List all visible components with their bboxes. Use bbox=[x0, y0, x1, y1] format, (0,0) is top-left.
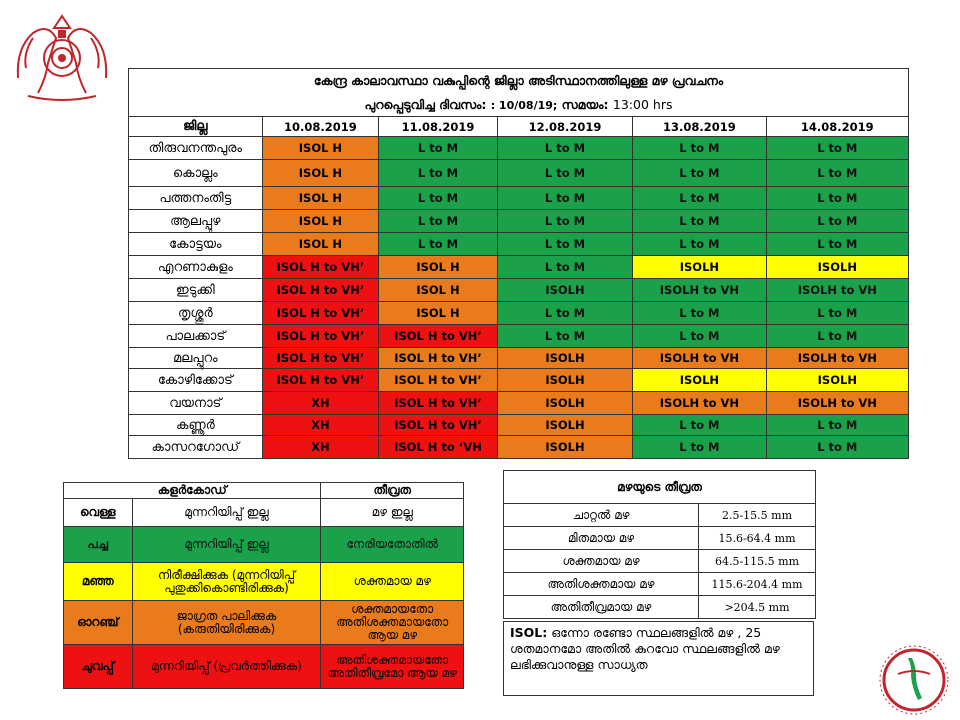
district-cell: ഇടുക്കി bbox=[129, 279, 263, 302]
legend-row bbox=[64, 563, 464, 601]
isol-term: ISOL: bbox=[510, 625, 548, 640]
forecast-cell: XH bbox=[262, 436, 379, 459]
forecast-cell: ISOL H to VH’ bbox=[379, 415, 498, 436]
forecast-cell: ISOL H bbox=[262, 187, 379, 210]
forecast-row bbox=[129, 348, 909, 369]
forecast-row bbox=[129, 187, 909, 210]
legend-intensity-header: തീവ്രത bbox=[321, 483, 464, 499]
forecast-cell: L to M bbox=[379, 160, 498, 187]
intensity-label: ചാറ്റൽ മഴ bbox=[504, 504, 699, 527]
forecast-cell: ISOLH to VH bbox=[633, 279, 766, 302]
legend-color-name: പച്ച bbox=[64, 527, 133, 563]
district-cell: കോട്ടയം bbox=[129, 233, 263, 256]
kerala-government-emblem-icon bbox=[8, 8, 116, 104]
district-header: ജില്ല bbox=[129, 117, 263, 137]
forecast-cell: ISOLH bbox=[497, 415, 632, 436]
forecast-row bbox=[129, 137, 909, 160]
intensity-row bbox=[504, 504, 816, 527]
forecast-cell: ISOL H to VH’ bbox=[379, 392, 498, 415]
intensity-range: 64.5-115.5 mm bbox=[699, 550, 816, 573]
forecast-cell: L to M bbox=[633, 137, 766, 160]
forecast-cell: ISOLH bbox=[497, 436, 632, 459]
legend-color-name: മഞ്ഞ bbox=[64, 563, 133, 601]
forecast-cell: ISOLH to VH bbox=[633, 392, 766, 415]
forecast-cell: ISOL H bbox=[262, 137, 379, 160]
issued-date: : 10/08/19; bbox=[490, 99, 558, 112]
forecast-cell: L to M bbox=[766, 137, 908, 160]
legend-meaning: നിരീക്ഷിക്കുക (മുന്നറിയിപ്പ് പുതുക്കികൊണ്ടിരിക്കുക) bbox=[132, 563, 321, 601]
forecast-cell: ISOLH bbox=[497, 392, 632, 415]
district-cell: വയനാട് bbox=[129, 392, 263, 415]
forecast-cell: ISOL H bbox=[379, 256, 498, 279]
legend-body bbox=[64, 499, 464, 689]
forecast-row bbox=[129, 160, 909, 187]
legend-header-row bbox=[64, 483, 464, 499]
forecast-row bbox=[129, 392, 909, 415]
forecast-cell: ISOL H to VH’ bbox=[262, 279, 379, 302]
forecast-cell: L to M bbox=[766, 160, 908, 187]
forecast-cell: ISOLH bbox=[497, 279, 632, 302]
forecast-cell: ISOL H to VH’ bbox=[262, 369, 379, 392]
forecast-table bbox=[128, 116, 909, 459]
forecast-cell: L to M bbox=[766, 187, 908, 210]
forecast-cell: L to M bbox=[497, 160, 632, 187]
forecast-cell: ISOLH to VH bbox=[766, 279, 908, 302]
intensity-row bbox=[504, 550, 816, 573]
forecast-cell: ISOLH bbox=[497, 369, 632, 392]
forecast-cell: ISOL H to VH’ bbox=[262, 325, 379, 348]
time-value: 13:00 hrs bbox=[612, 97, 673, 112]
forecast-title-box bbox=[128, 68, 909, 117]
issued-label: പുറപ്പെടുവിച്ച ദിവസം: bbox=[364, 97, 487, 112]
forecast-cell: XH bbox=[262, 392, 379, 415]
intensity-label: അതിതീവ്രമായ മഴ bbox=[504, 596, 699, 619]
forecast-cell: ISOLH bbox=[766, 369, 908, 392]
forecast-cell: ISOL H to ‘VH bbox=[379, 436, 498, 459]
forecast-cell: ISOLH to VH bbox=[766, 392, 908, 415]
legend-intensity: നേരിയതോതിൽ bbox=[321, 527, 464, 563]
forecast-cell: L to M bbox=[633, 436, 766, 459]
forecast-cell: ISOLH to VH bbox=[766, 348, 908, 369]
forecast-cell: L to M bbox=[633, 415, 766, 436]
intensity-header-row bbox=[504, 471, 816, 504]
forecast-cell: L to M bbox=[497, 325, 632, 348]
legend-meaning: ജാഗ്രത പാലിക്കുക (കരുതിയിരിക്കുക) bbox=[132, 601, 321, 645]
forecast-row bbox=[129, 302, 909, 325]
forecast-cell: L to M bbox=[379, 233, 498, 256]
forecast-cell: L to M bbox=[497, 256, 632, 279]
isol-text: ഒന്നോ രണ്ടോ സ്ഥലങ്ങളിൽ മഴ , 25 ശതമാനമോ അതിൽ കുറവോ സ്ഥലങ്ങളിൽ മഴ ലഭിക്കുവാനുള്ള സാധ്യത bbox=[510, 625, 780, 672]
intensity-body bbox=[504, 504, 816, 619]
forecast-cell: L to M bbox=[497, 137, 632, 160]
intensity-range: 115.6-204.4 mm bbox=[699, 573, 816, 596]
legend-color-name: ചുവപ്പ് bbox=[64, 645, 133, 689]
legend-color-name: വെള്ള bbox=[64, 499, 133, 527]
forecast-cell: L to M bbox=[633, 325, 766, 348]
forecast-cell: ISOLH to VH bbox=[633, 348, 766, 369]
forecast-cell: L to M bbox=[497, 187, 632, 210]
intensity-row bbox=[504, 596, 816, 619]
intensity-range: 15.6-64.4 mm bbox=[699, 527, 816, 550]
forecast-cell: L to M bbox=[766, 436, 908, 459]
forecast-cell: ISOL H bbox=[262, 233, 379, 256]
legend-color-header: കളർകോഡ് bbox=[64, 483, 321, 499]
time-label: സമയം: bbox=[561, 97, 609, 112]
forecast-cell: ISOLH bbox=[633, 256, 766, 279]
intensity-header: മഴയുടെ തീവ്രത bbox=[504, 471, 816, 504]
forecast-row bbox=[129, 415, 909, 436]
forecast-cell: L to M bbox=[379, 210, 498, 233]
rain-intensity-table bbox=[503, 470, 816, 619]
legend-intensity: ശക്തമായ മഴ bbox=[321, 563, 464, 601]
forecast-cell: L to M bbox=[633, 210, 766, 233]
forecast-cell: L to M bbox=[766, 415, 908, 436]
date-header: 11.08.2019 bbox=[379, 117, 498, 137]
forecast-cell: L to M bbox=[633, 160, 766, 187]
forecast-cell: L to M bbox=[766, 210, 908, 233]
legend-meaning: മുന്നറിയിപ്പ് ഇല്ല bbox=[132, 527, 321, 563]
forecast-cell: ISOL H to VH’ bbox=[262, 256, 379, 279]
kerala-map-seal-icon bbox=[878, 644, 950, 716]
legend-row bbox=[64, 645, 464, 689]
district-cell: എറണാകുളം bbox=[129, 256, 263, 279]
forecast-title: കേന്ദ്ര കാലാവസ്ഥാ വകുപ്പിന്റെ ജില്ലാ അടിസ്ഥാനത്തിലുള്ള മഴ പ്രവചനം bbox=[313, 73, 724, 88]
legend-meaning: മുന്നറിയിപ്പ് ഇല്ല bbox=[132, 499, 321, 527]
district-cell: കണ്ണൂർ bbox=[129, 415, 263, 436]
district-cell: കൊല്ലം bbox=[129, 160, 263, 187]
forecast-cell: L to M bbox=[633, 302, 766, 325]
legend-row bbox=[64, 499, 464, 527]
intensity-row bbox=[504, 573, 816, 596]
district-cell: മലപ്പുറം bbox=[129, 348, 263, 369]
legend-row bbox=[64, 601, 464, 645]
forecast-cell: L to M bbox=[766, 233, 908, 256]
intensity-row bbox=[504, 527, 816, 550]
forecast-row bbox=[129, 279, 909, 302]
forecast-cell: L to M bbox=[766, 325, 908, 348]
legend-intensity: അതിശക്തമായതോ അതിതീവ്രമോ ആയ മഴ bbox=[321, 645, 464, 689]
forecast-cell: L to M bbox=[497, 210, 632, 233]
district-cell: ആലപ്പുഴ bbox=[129, 210, 263, 233]
forecast-row bbox=[129, 436, 909, 459]
forecast-cell: XH bbox=[262, 415, 379, 436]
date-header: 13.08.2019 bbox=[633, 117, 766, 137]
forecast-cell: L to M bbox=[633, 187, 766, 210]
issued-line bbox=[129, 93, 908, 117]
legend-row bbox=[64, 527, 464, 563]
forecast-cell: ISOL H to VH’ bbox=[379, 325, 498, 348]
forecast-cell: L to M bbox=[497, 233, 632, 256]
district-cell: തിരുവനന്തപുരം bbox=[129, 137, 263, 160]
isol-note bbox=[503, 621, 814, 696]
forecast-row bbox=[129, 233, 909, 256]
district-cell: തൃശ്ശൂർ bbox=[129, 302, 263, 325]
forecast-row bbox=[129, 210, 909, 233]
legend-color-name: ഓറഞ്ച് bbox=[64, 601, 133, 645]
forecast-cell: ISOL H to VH’ bbox=[262, 348, 379, 369]
legend-meaning: മുന്നറിയിപ്പ് (പ്രവർത്തിക്കുക) bbox=[132, 645, 321, 689]
district-cell: കാസറഗോഡ് bbox=[129, 436, 263, 459]
district-cell: പാലക്കാട് bbox=[129, 325, 263, 348]
legend-intensity: ശക്തമായതോ അതിശക്തമായതോ ആയ മഴ bbox=[321, 601, 464, 645]
forecast-cell: ISOL H to VH’ bbox=[379, 369, 498, 392]
forecast-cell: L to M bbox=[379, 137, 498, 160]
forecast-header-row bbox=[129, 117, 909, 137]
forecast-body bbox=[129, 137, 909, 459]
forecast-cell: ISOLH bbox=[766, 256, 908, 279]
intensity-range: 2.5-15.5 mm bbox=[699, 504, 816, 527]
date-header: 12.08.2019 bbox=[497, 117, 632, 137]
forecast-cell: ISOL H bbox=[379, 302, 498, 325]
forecast-cell: L to M bbox=[379, 187, 498, 210]
color-code-legend bbox=[63, 482, 464, 689]
forecast-cell: ISOL H bbox=[262, 210, 379, 233]
district-cell: പത്തനംതിട്ട bbox=[129, 187, 263, 210]
forecast-cell: ISOL H bbox=[379, 279, 498, 302]
forecast-cell: L to M bbox=[633, 233, 766, 256]
legend-intensity: മഴ ഇല്ല bbox=[321, 499, 464, 527]
forecast-cell: ISOL H to VH’ bbox=[379, 348, 498, 369]
forecast-cell: ISOLH bbox=[633, 369, 766, 392]
date-header: 14.08.2019 bbox=[766, 117, 908, 137]
intensity-range: >204.5 mm bbox=[699, 596, 816, 619]
intensity-label: മിതമായ മഴ bbox=[504, 527, 699, 550]
date-header: 10.08.2019 bbox=[262, 117, 379, 137]
intensity-label: അതിശക്തമായ മഴ bbox=[504, 573, 699, 596]
forecast-cell: ISOL H to VH’ bbox=[262, 302, 379, 325]
district-cell: കോഴിക്കോട് bbox=[129, 369, 263, 392]
forecast-cell: L to M bbox=[497, 302, 632, 325]
forecast-row bbox=[129, 325, 909, 348]
forecast-row bbox=[129, 256, 909, 279]
forecast-row bbox=[129, 369, 909, 392]
forecast-cell: ISOLH bbox=[497, 348, 632, 369]
forecast-cell: ISOL H bbox=[262, 160, 379, 187]
forecast-cell: L to M bbox=[766, 302, 908, 325]
intensity-label: ശക്തമായ മഴ bbox=[504, 550, 699, 573]
